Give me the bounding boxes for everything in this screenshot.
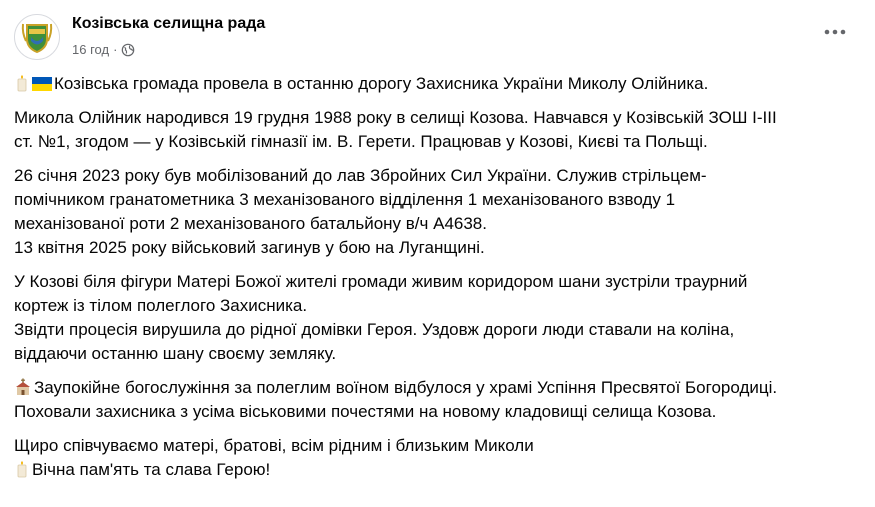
- post-time[interactable]: 16 год: [72, 42, 110, 57]
- ukraine-flag-icon: [32, 76, 52, 92]
- post-line: Поховали захисника з усіма віськовими почестями на новому кладовищі селища Козова.: [14, 402, 717, 421]
- church-icon: [14, 378, 32, 396]
- post-line: Звідти процесія вирушила до рідної домівки Героя. Уздовж дороги люди ставали на коліна,: [14, 320, 735, 339]
- more-dots-icon: [824, 29, 846, 35]
- page-name[interactable]: Козівська селищна рада: [72, 15, 266, 32]
- candle-icon: [14, 74, 30, 92]
- post-paragraph: [14, 72, 861, 96]
- post-line: Щиро співчуваємо матері, братові, всім рідним і близьким Миколи: [14, 436, 534, 455]
- page-avatar[interactable]: [14, 14, 60, 60]
- post-line: 26 січня 2023 року був мобілізований до лав Збройних Сил України. Служив стрільцем-: [14, 166, 707, 185]
- post-paragraph: [14, 434, 861, 482]
- post-body: [14, 72, 861, 492]
- post-line: У Козові біля фігури Матері Божої жителі громади живим коридором шани зустріли траурний: [14, 272, 748, 291]
- post-paragraph: [14, 376, 861, 424]
- post-paragraph: [14, 270, 861, 366]
- post-line: помічником гранатометника 3 механізованого відділення 1 механізованого взводу 1: [14, 190, 676, 209]
- post-line: віддаючи останню шану своєму земляку.: [14, 344, 337, 363]
- post-line: Козівська громада провела в останню дорогу Захисника України Миколу Олійника.: [54, 74, 709, 93]
- post-paragraph: [14, 164, 861, 260]
- post-line: 13 квітня 2025 року військовий загинув у бою на Луганщині.: [14, 238, 485, 257]
- meta-separator: ·: [113, 42, 118, 57]
- more-options-button[interactable]: [823, 20, 847, 44]
- coat-of-arms-icon: [15, 15, 59, 59]
- post-line: Вічна пам'ять та слава Герою!: [32, 460, 271, 479]
- post-line: механізованої роти 2 механізованого батальйону в/ч А4638.: [14, 214, 487, 233]
- post-paragraph: [14, 106, 861, 154]
- post-header: [14, 12, 861, 62]
- post-line: кортеж із тілом полеглого Захисника.: [14, 296, 308, 315]
- post-meta: [72, 42, 135, 57]
- post-line: ст. №1, згодом — у Козівській гімназії ім. В. Герети. Працював у Козові, Києві та Польщі.: [14, 132, 708, 151]
- globe-icon[interactable]: [121, 43, 135, 57]
- candle-icon: [14, 460, 30, 478]
- post-line: Микола Олійник народився 19 грудня 1988 року в селищі Козова. Навчався у Козівській ЗОШ І-ІІІ: [14, 108, 777, 127]
- post-line: Заупокійне богослужіння за полеглим воїном відбулося у храмі Успіння Пресвятої Богородиці.: [34, 378, 778, 397]
